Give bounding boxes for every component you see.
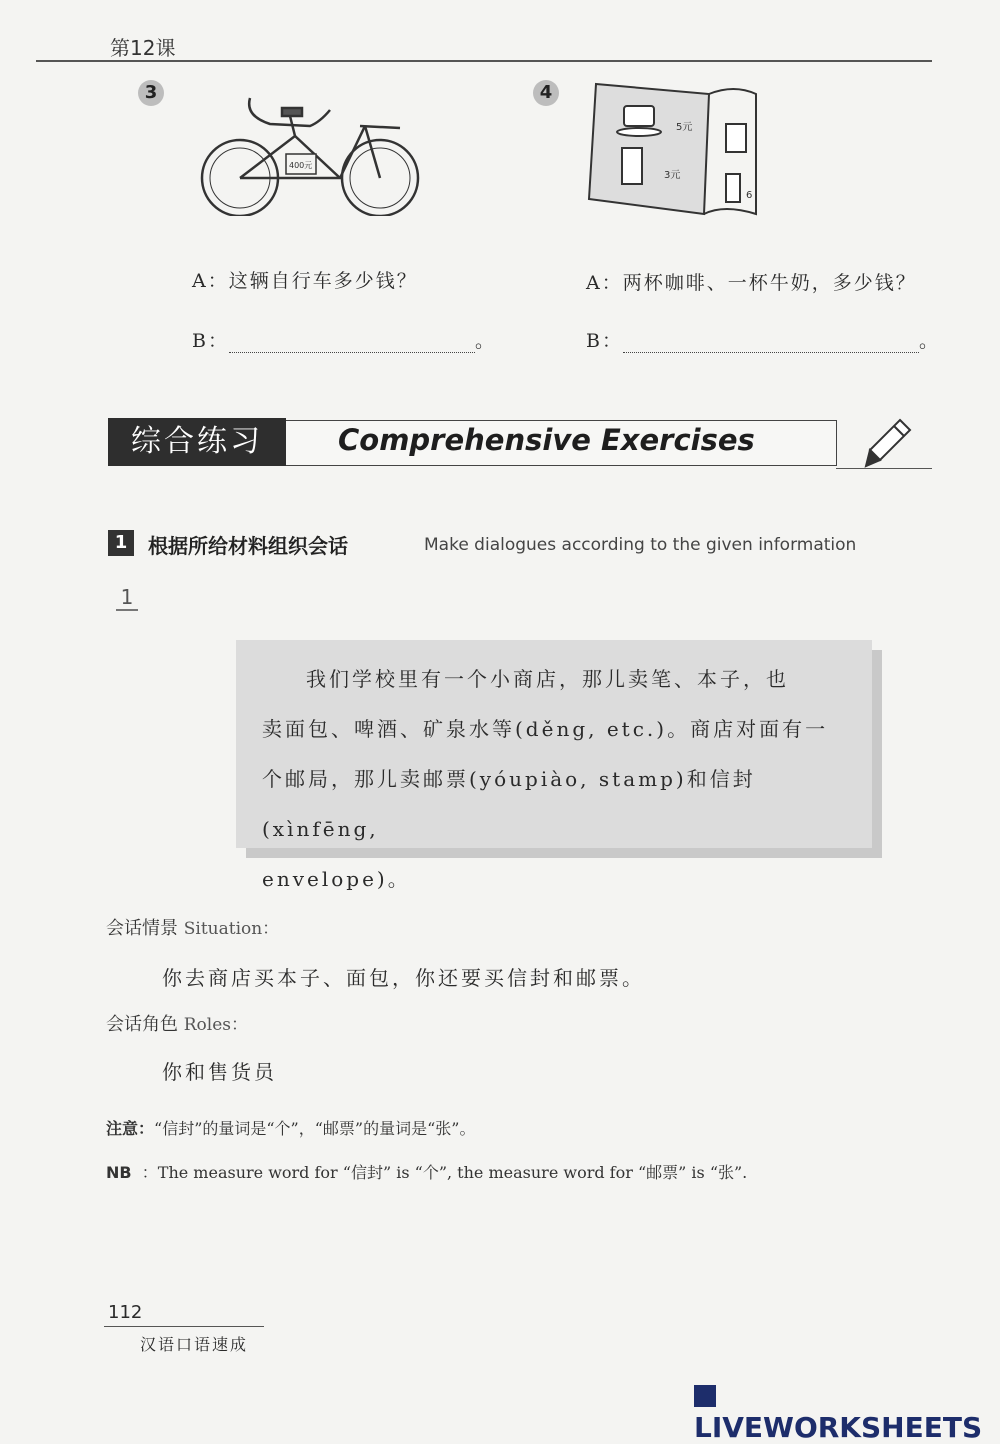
lesson-title: 第12课 <box>110 36 176 60</box>
answer-row-4 <box>586 326 940 353</box>
roles-label-en: Roles： <box>183 1015 248 1035</box>
material-line-2: 卖面包、啤酒、矿泉水等(děng, etc.)。商店对面有一 <box>262 717 829 741</box>
menu-price-3: 6 <box>746 190 753 201</box>
answer-blank-3[interactable] <box>229 334 475 353</box>
menu-illustration <box>584 74 759 220</box>
section-subtitle: Make dialogues according to the given information <box>424 535 857 555</box>
note-cn-text: “信封”的量词是“个”，“邮票”的量词是“张”。 <box>154 1119 476 1138</box>
banner-chinese: 综合练习 <box>108 418 286 466</box>
header-rule <box>36 60 932 62</box>
bicycle-illustration <box>190 86 430 216</box>
exercise-number-4: 4 <box>533 80 559 106</box>
answer-end-3: 。 <box>474 330 496 352</box>
section-title: 根据所给材料组织会话 <box>148 534 348 558</box>
sub-exercise-number: 1 <box>116 585 138 611</box>
roles-label-cn: 会话角色 <box>106 1014 178 1035</box>
page-number: 112 <box>108 1302 143 1323</box>
material-box <box>236 640 872 891</box>
answer-row-3 <box>192 326 496 353</box>
pencil-icon <box>862 416 914 472</box>
situation-label-cn: 会话情景 <box>106 918 178 939</box>
menu-price-1: 5元 <box>676 122 693 133</box>
situation-text: 你去商店买本子、面包，你还要买信封和邮票。 <box>162 966 645 990</box>
answer-label-3: B： <box>192 330 229 352</box>
watermark <box>694 1378 1000 1444</box>
situation-label-en: Situation： <box>183 919 280 939</box>
banner-english: Comprehensive Exercises <box>338 423 755 457</box>
watermark-text: LIVEWORKSHEETS <box>694 1411 983 1444</box>
footer-rule <box>104 1326 264 1327</box>
roles-label <box>106 1010 248 1036</box>
material-line-3: 个邮局，那儿卖邮票(yóupiào, stamp)和信封(xìnfēng, <box>262 767 756 841</box>
section-number: 1 <box>108 530 134 556</box>
material-line-4: envelope)。 <box>262 867 411 891</box>
note-en <box>106 1160 747 1183</box>
price-tag-text: 400元 <box>289 161 313 170</box>
liveworksheets-logo-icon <box>694 1385 716 1407</box>
book-name: 汉语口语速成 <box>140 1335 249 1354</box>
note-cn-label: 注意： <box>106 1119 155 1138</box>
answer-label-4: B： <box>586 330 623 352</box>
note-en-label: NB <box>106 1163 132 1182</box>
note-cn <box>106 1116 475 1139</box>
question-4: A：两杯咖啡、一杯牛奶，多少钱？ <box>586 272 917 294</box>
material-line-1: 我们学校里有一个小商店，那儿卖笔、本子，也 <box>306 667 789 691</box>
answer-end-4: 。 <box>918 330 940 352</box>
question-3: A：这辆自行车多少钱？ <box>192 270 418 292</box>
menu-price-2: 3元 <box>664 170 681 181</box>
roles-text: 你和售货员 <box>162 1060 277 1084</box>
note-en-text: ：The measure word for “信封” is “个”, the measure word for “邮票” is “张”. <box>141 1163 748 1182</box>
exercise-number-3: 3 <box>138 80 164 106</box>
answer-blank-4[interactable] <box>623 334 919 353</box>
situation-label <box>106 914 279 940</box>
